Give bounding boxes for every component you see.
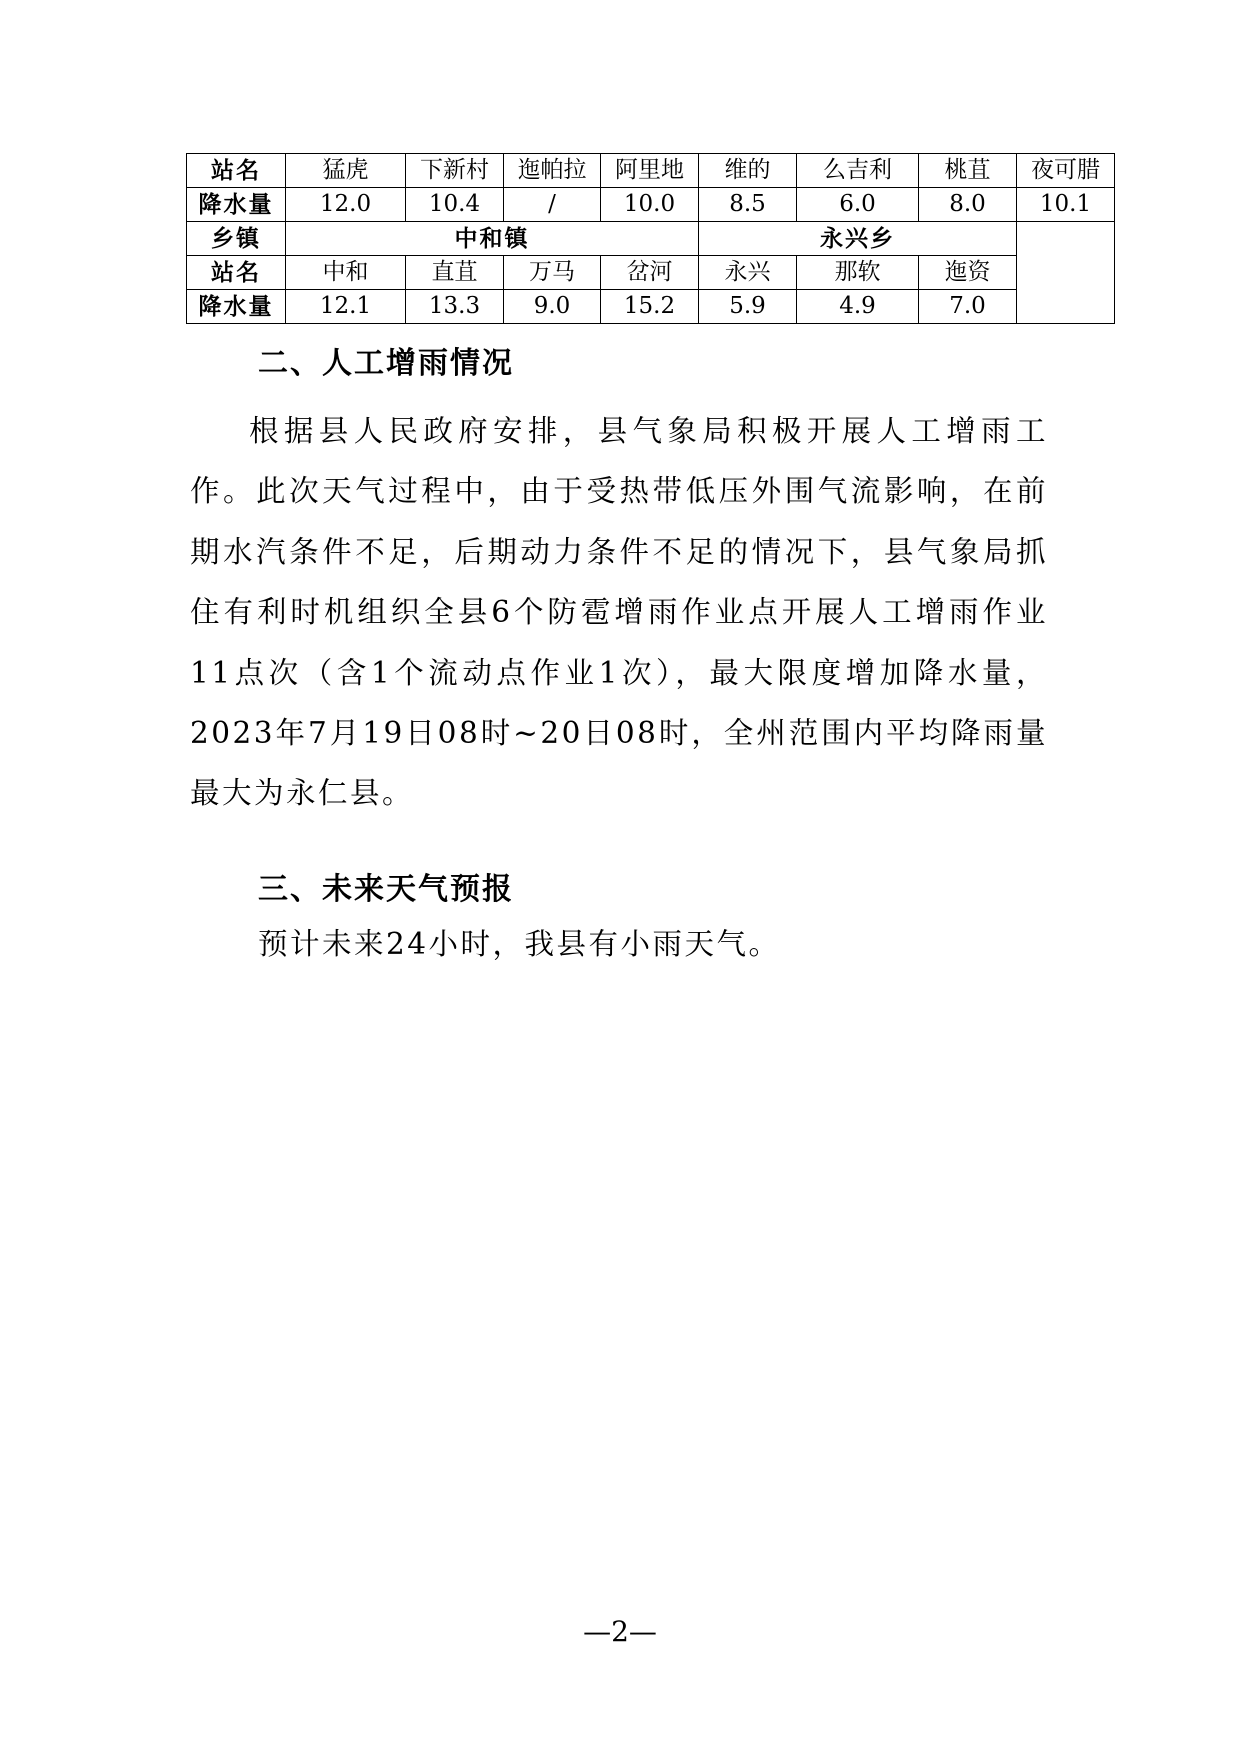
precip-cell: 5.9 bbox=[699, 290, 797, 324]
precip-cell: 8.0 bbox=[919, 188, 1017, 222]
precip-cell: / bbox=[504, 188, 601, 222]
station-cell: 猛虎 bbox=[286, 154, 406, 188]
precip-cell: 12.1 bbox=[286, 290, 406, 324]
table-row-station-names bbox=[187, 154, 1115, 188]
town-cell-yongxing: 永兴乡 bbox=[699, 222, 1017, 256]
precip-cell: 6.0 bbox=[797, 188, 919, 222]
table-row-towns bbox=[187, 222, 1115, 256]
table-row-precipitation bbox=[187, 188, 1115, 222]
station-cell: 维的 bbox=[699, 154, 797, 188]
precip-cell: 10.4 bbox=[406, 188, 504, 222]
station-cell: 直苴 bbox=[406, 256, 504, 290]
row-label: 站名 bbox=[187, 154, 286, 188]
station-cell: 桃苴 bbox=[919, 154, 1017, 188]
station-cell: 么吉利 bbox=[797, 154, 919, 188]
section-paragraph-forecast: 预计未来24小时，我县有小雨天气。 bbox=[258, 927, 781, 961]
precip-cell: 13.3 bbox=[406, 290, 504, 324]
precip-cell: 12.0 bbox=[286, 188, 406, 222]
precip-cell: 4.9 bbox=[797, 290, 919, 324]
table-row-station-names bbox=[187, 256, 1115, 290]
row-label: 乡镇 bbox=[187, 222, 286, 256]
town-cell-zhonghe: 中和镇 bbox=[286, 222, 699, 256]
page-number: —2— bbox=[583, 1615, 657, 1648]
precip-cell: 7.0 bbox=[919, 290, 1017, 324]
station-cell: 阿里地 bbox=[601, 154, 699, 188]
precip-cell: 8.5 bbox=[699, 188, 797, 222]
section-heading-forecast: 三、未来天气预报 bbox=[258, 872, 514, 907]
table-row-precipitation bbox=[187, 290, 1115, 324]
row-label: 降水量 bbox=[187, 188, 286, 222]
section-paragraph-artificial-rain: 根据县人民政府安排，县气象局积极开展人工增雨工作。此次天气过程中，由于受热带低压外围气流影响，在前期水汽条件不足，后期动力条件不足的情况下，县气象局抓住有利时机组织全县6个防雹增雨作业点开展人工增雨作业11点次（含1个流动点作业1次），最大限度增加降水量，2023年7月19日08时~20日08时，全州范围内平均降雨量最大为永仁县。 bbox=[190, 414, 1048, 811]
station-cell: 迤帕拉 bbox=[504, 154, 601, 188]
station-cell: 永兴 bbox=[699, 256, 797, 290]
section-heading-artificial-rain: 二、人工增雨情况 bbox=[258, 346, 514, 381]
station-cell: 中和 bbox=[286, 256, 406, 290]
precip-cell: 15.2 bbox=[601, 290, 699, 324]
precip-cell: 10.1 bbox=[1017, 188, 1115, 222]
station-cell: 迤资 bbox=[919, 256, 1017, 290]
precip-cell: 10.0 bbox=[601, 188, 699, 222]
precip-cell: 9.0 bbox=[504, 290, 601, 324]
station-cell: 万马 bbox=[504, 256, 601, 290]
station-cell: 下新村 bbox=[406, 154, 504, 188]
station-cell: 岔河 bbox=[601, 256, 699, 290]
station-cell: 那软 bbox=[797, 256, 919, 290]
precipitation-table bbox=[186, 153, 1115, 324]
row-label: 站名 bbox=[187, 256, 286, 290]
station-cell: 夜可腊 bbox=[1017, 154, 1115, 188]
empty-cell bbox=[1017, 222, 1115, 324]
row-label: 降水量 bbox=[187, 290, 286, 324]
